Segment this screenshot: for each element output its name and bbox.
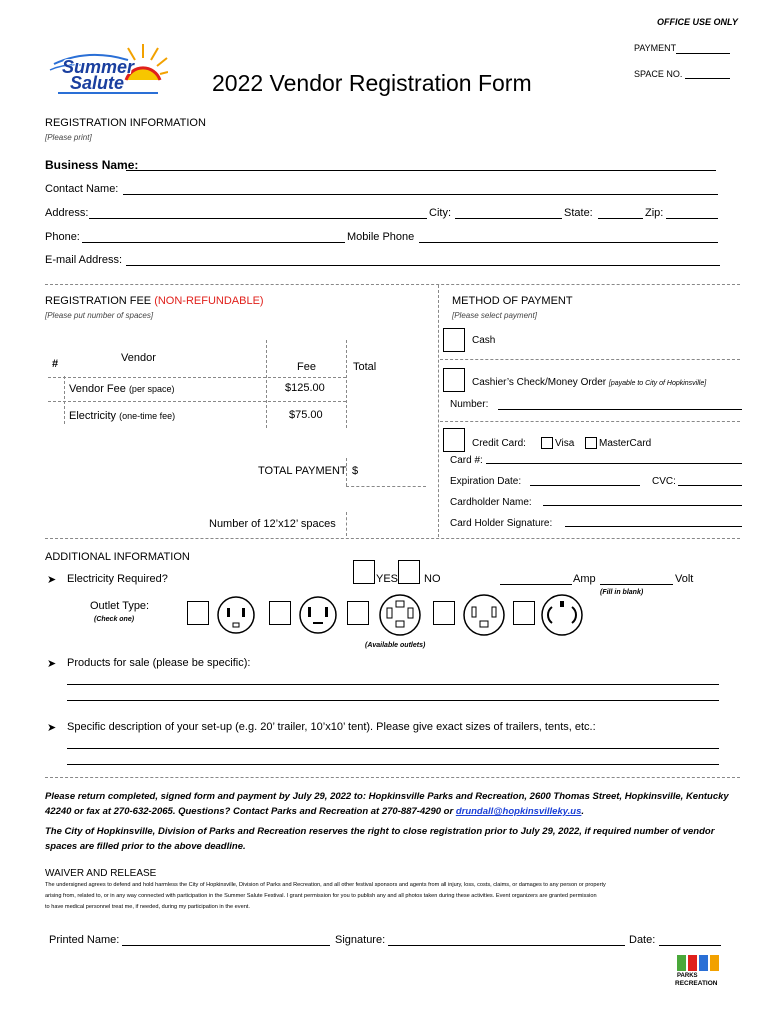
check-number-label: Number: [450,399,489,410]
state-label: State: [564,207,593,219]
signature-label: Signature: [335,934,386,946]
fee-col-total: Total [353,361,377,373]
payment-note: [Please select payment] [452,311,537,320]
vendor-fee-label: Vendor Fee [69,383,126,395]
electricity-no-checkbox[interactable] [398,560,420,584]
email-field[interactable] [126,265,720,266]
bullet-arrow-icon: ➤ [47,722,57,734]
products-label: Products for sale (please be specific): [67,657,251,669]
waiver-text-line-2: arising from, related to, or in any way connected with participation in the Summer Salute Festival. I grant permission for you to publish any and all photos taken during these activities. Event organizers are granted permission [45,893,597,899]
return-note-text: 42240 or fax at 270-632-2065. Questions? Contact Parks and Recreation at 270-887-4290 or [45,806,454,817]
electricity-fee-amount: $75.00 [289,409,323,421]
office-payment-label: PAYMENT [634,43,677,53]
amp-label: Amp [573,573,596,585]
visa-checkbox[interactable] [541,437,553,449]
amp-field[interactable] [500,584,572,585]
cash-label: Cash [472,335,496,346]
fee-grid-line [48,401,346,402]
printed-name-field[interactable] [122,945,330,946]
cvc-label: CVC: [652,476,676,487]
products-field-line-1[interactable] [67,684,719,685]
date-label: Date: [629,934,656,946]
electricity-fee-label: Electricity [69,410,117,422]
waiver-text-line-1: The undersigned agrees to defend and hold harmless the City of Hopkinsville, Division of Parks and Recreation, and all other festival sponsors and agents from all injury, loss, costs, claims, or damages to any person or property [45,882,606,888]
check-checkbox[interactable] [443,368,465,392]
card-number-field[interactable] [486,463,742,464]
logo-summer-text: Summer [62,57,135,77]
fee-grid-line [346,486,426,487]
mobile-phone-field[interactable] [419,242,718,243]
section-divider [45,284,740,285]
date-field[interactable] [659,945,721,946]
printed-name-label: Printed Name: [49,934,120,946]
electricity-fee-sub: (one-time fee) [119,411,176,421]
outlet-4-icon [462,593,506,637]
fee-col-num: # [52,358,59,370]
credit-card-label: Credit Card: [472,438,526,449]
email-label: E-mail Address: [45,254,123,266]
office-space-label: SPACE NO. [634,69,683,79]
fee-col-fee: Fee [297,361,316,373]
vendor-fee-row [69,383,174,395]
return-note-line-2 [45,806,584,817]
outlet-5-checkbox[interactable] [513,601,535,625]
return-note-line-3: The City of Hopkinsville, Division of Parks and Recreation reserves the right to close registration prior to July 29, 2022, if required number of vendor [45,826,715,837]
zip-label: Zip: [645,207,664,219]
vendor-fee-amount: $125.00 [285,382,325,394]
expiration-label: Expiration Date: [450,476,522,487]
available-outlets-note: (Available outlets) [365,642,426,649]
outlet-3-icon [378,593,422,637]
total-payment-label: TOTAL PAYMENT [258,465,347,477]
products-field-line-2[interactable] [67,700,719,701]
logo-salute-text: Salute [70,73,125,93]
footer-logo-recreation: RECREATION [675,980,718,987]
check-note: [payable to City of Hopkinsville] [608,380,707,387]
outlet-4-checkbox[interactable] [433,601,455,625]
form-title: 2022 Vendor Registration Form [212,70,532,96]
return-note-line-4: spaces are filled prior to the above deadline. [45,841,246,852]
city-field[interactable] [455,218,562,219]
mastercard-checkbox[interactable] [585,437,597,449]
fee-grid-line [346,458,347,486]
fee-grid-line [48,377,346,378]
business-name-label: Business Name: [45,158,139,172]
payment-heading: METHOD OF PAYMENT [452,295,573,307]
fee-heading [45,295,264,307]
cvc-field[interactable] [678,485,742,486]
fee-grid-line [266,340,267,428]
fee-heading-red: (NON-REFUNDABLE) [154,295,264,307]
state-field[interactable] [598,218,643,219]
electricity-yes-label: YES [376,573,399,585]
office-payment-field[interactable] [676,53,730,54]
city-label: City: [429,207,451,219]
address-field[interactable] [89,218,427,219]
return-note-period: . [581,806,585,817]
section-divider [45,777,740,778]
electricity-yes-checkbox[interactable] [353,560,375,584]
column-divider [438,285,439,537]
fill-blank-note: (Fill in blank) [600,589,644,596]
card-signature-label: Card Holder Signature: [450,518,553,529]
cash-checkbox[interactable] [443,328,465,352]
payment-divider [440,359,740,360]
outlet-5-icon [540,593,584,637]
fee-grid-line [346,340,347,428]
outlet-1-checkbox[interactable] [187,601,209,625]
footer-logo-parks: PARKS [677,973,698,979]
spaces-label: Number of 12’x12’ spaces [209,518,336,530]
parks-recreation-logo [675,955,725,995]
fee-heading-text: REGISTRATION FEE [45,295,152,307]
check-number-field[interactable] [498,409,742,410]
outlet-type-label: Outlet Type: [90,600,150,612]
bullet-arrow-icon: ➤ [47,574,57,586]
setup-field-line-2[interactable] [67,764,719,765]
waiver-heading: WAIVER AND RELEASE [45,868,157,879]
business-name-field[interactable] [126,170,716,171]
visa-label: Visa [555,438,575,449]
fee-col-vendor: Vendor [121,352,156,364]
registration-heading: REGISTRATION INFORMATION [45,117,206,129]
additional-heading: ADDITIONAL INFORMATION [45,551,190,563]
phone-label: Phone: [45,231,80,243]
section-divider [45,538,740,539]
cardholder-field[interactable] [543,505,742,506]
outlet-3-checkbox[interactable] [347,601,369,625]
check-label: Cashier’s Check/Money Order [472,377,607,388]
payment-divider [440,421,740,422]
return-note-line-1: Please return completed, signed form and payment by July 29, 2022 to: Hopkinsville Parks and Recreation, 2600 Thomas Street, Hopkinsville, Kentucky [45,791,729,802]
cardholder-label: Cardholder Name: [450,497,532,508]
check-row [472,377,706,388]
registration-note: [Please print] [45,133,92,142]
volt-label: Volt [675,573,694,585]
fee-grid-line [346,512,347,536]
contact-email-link[interactable]: drundall@hopkinsvilleky.us [455,806,582,817]
outlet-2-checkbox[interactable] [269,601,291,625]
outlet-1-icon [216,595,256,635]
bullet-arrow-icon: ➤ [47,658,57,670]
volt-field[interactable] [600,584,673,585]
zip-field[interactable] [666,218,718,219]
setup-label: Specific description of your set-up (e.g. 20’ trailer, 10’x10’ tent). Please give exact sizes of trailers, tents, etc.: [67,721,596,733]
electricity-fee-row [69,410,175,422]
office-use-title: OFFICE USE ONLY [657,17,738,27]
electricity-required-label: Electricity Required? [67,573,168,585]
fee-note: [Please put number of spaces] [45,311,154,320]
waiver-text-line-3: to have medical personnel treat me, if needed, during my participation in the event. [45,904,250,910]
fee-grid-line [64,376,65,424]
office-space-field[interactable] [685,78,730,79]
electricity-no-label: NO [424,573,441,585]
signature-field[interactable] [388,945,625,946]
phone-field[interactable] [82,242,345,243]
outlet-2-icon [298,595,338,635]
setup-field-line-1[interactable] [67,748,719,749]
check-one-note: (Check one) [94,616,135,623]
summer-salute-logo [48,40,168,102]
card-number-label: Card #: [450,455,483,466]
contact-name-field[interactable] [123,194,718,195]
contact-name-label: Contact Name: [45,183,119,195]
address-label: Address: [45,207,89,219]
card-signature-field[interactable] [565,526,742,527]
mastercard-label: MasterCard [599,438,652,449]
expiration-field[interactable] [530,485,640,486]
vendor-fee-sub: (per space) [128,384,175,394]
mobile-phone-label: Mobile Phone [347,231,415,243]
total-payment-sign[interactable]: $ [352,465,359,477]
credit-card-checkbox[interactable] [443,428,465,452]
